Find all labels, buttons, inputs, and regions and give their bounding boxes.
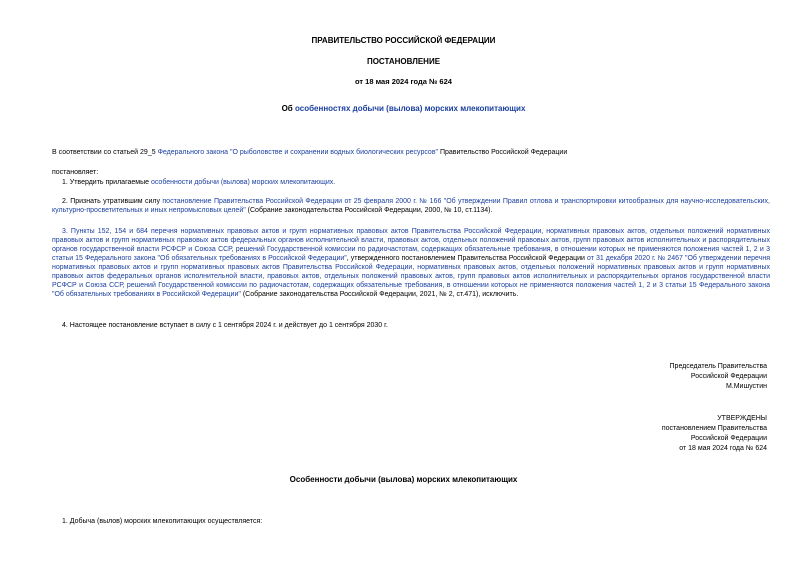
document-subject [0, 104, 807, 113]
government-heading: ПРАВИТЕЛЬСТВО РОССИЙСКОЙ ФЕДЕРАЦИИ [311, 36, 496, 45]
approval-label: УТВЕРЖДЕНЫ [717, 415, 767, 422]
paragraph-2-tail: (Собрание законодательства Российской Федерации, 2000, № 10, ст.1134). [247, 207, 493, 214]
approval-block [507, 414, 767, 454]
paragraph-3-tail: (Собрание законодательства Российской Федерации, 2021, № 2, ст.471), исключить. [242, 291, 519, 298]
signature-org: Российской Федерации [690, 373, 767, 380]
signature-position: Председатель Правительства [669, 363, 767, 370]
intro-tail: Правительство Российской Федерации [439, 149, 568, 156]
paragraph-3 [52, 227, 770, 299]
intro-text: В соответствии со статьей 29_5 [52, 149, 156, 156]
subject-prefix: Об [281, 104, 293, 113]
signature-name: М.Мишустин [725, 383, 767, 390]
paragraph-4: 4. Настоящее постановление вступает в силу с 1 сентября 2024 г. и действует до 1 сентября 2030 г. [62, 322, 388, 329]
rules-title: Особенности добычи (вылова) морских млекопитающих [289, 475, 518, 484]
paragraph-3-link-a[interactable]: 3. Пункты 152, 154 и 684 перечня нормативных правовых актов и групп нормативных правовых актов Правительства Российской Федерации, нормативных правовых актов, отдельных положений нормативных правовых актов и групп нормативных правовых актов федеральных органов исполнительной власти, правовых актов, отдельных положений правовых актов, групп правовых актов исполнительных и распорядительных органов государственной власти РСФСР и Союза ССР, решений Государственной комиссии по радиочастотам, содержащих обязательные требования, в отношении которых не применяются положения частей 1, 2 и 3 статьи 15 Федерального закона "Об обязательных требованиях в Российской Федерации" [52, 228, 770, 262]
federal-law-link[interactable]: Федерального закона "О рыболовстве и сохранении водных биологических ресурсов" [157, 149, 439, 156]
intro-paragraph [52, 148, 770, 157]
postanovlyaet-text: постановляет: [52, 169, 99, 176]
signature-block [507, 362, 767, 392]
document-type: ПОСТАНОВЛЕНИЕ [366, 57, 441, 66]
subject-link[interactable]: особенностях добычи (вылова) морских млекопитающих [294, 104, 526, 113]
approval-org: Российской Федерации [690, 435, 767, 442]
decree-2467-link[interactable]: от 31 декабря 2020 г. № 2467 "Об утверждении перечня нормативных правовых актов и групп нормативных правовых актов Правительства Российской Федерации, нормативных правовых актов, отдельных положений нормативных правовых актов и групп нормативных правовых актов федеральных органов исполнительной власти, правовых актов, отдельных положений правовых актов, групп правовых актов исполнительных и распорядительных органов государственной власти РСФСР и Союза ССР, решений Государственной комиссии по радиочастотам, содержащих обязательные требования, в отношении которых не применяются положения частей 1, 2 и 3 статьи 15 Федерального закона "Об обязательных требованиях в Российской Федерации" [52, 255, 770, 298]
decree-166-link[interactable]: постановление Правительства Российской Федерации от 25 февраля 2000 г. № 166 "Об утверждении Правил отлова и транспортировки китообразных для научно-исследовательских, культурно-просветительных и иных непромысловых целей" [52, 198, 770, 214]
paragraph-1 [62, 178, 770, 187]
paragraph-2-text: 2. Признать утратившим силу [62, 198, 160, 205]
document-date-number: от 18 мая 2024 года № 624 [355, 77, 452, 86]
features-link[interactable]: особенности добычи (вылова) морских млекопитающих. [150, 179, 336, 186]
approval-by: постановлением Правительства [661, 425, 767, 432]
paragraph-1-text: 1. Утвердить прилагаемые [62, 179, 149, 186]
rules-paragraph-1: 1. Добыча (вылов) морских млекопитающих осуществляется: [62, 518, 263, 525]
approval-date: от 18 мая 2024 года № 624 [679, 445, 767, 452]
paragraph-2 [52, 197, 770, 215]
paragraph-3-mid: , утвержденного постановлением Правительства Российской Федерации [346, 255, 585, 262]
